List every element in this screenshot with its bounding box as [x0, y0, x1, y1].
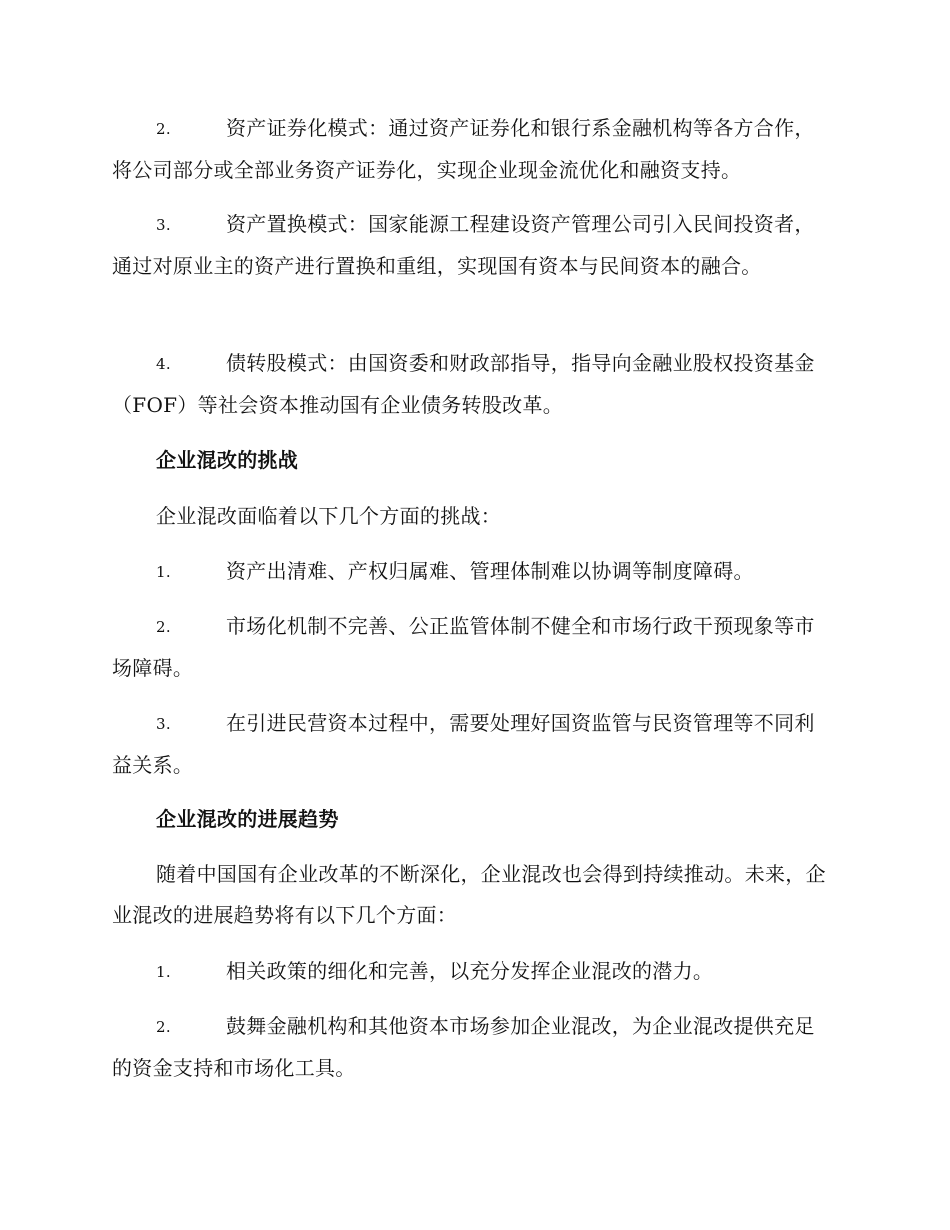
list-number: 3.: [156, 216, 171, 234]
list-number: 1.: [156, 563, 171, 581]
list-text: 市场化机制不完善、公正监管体制不健全和市场行政干预现象等市场障碍。: [112, 614, 815, 680]
list-item: [112, 606, 834, 689]
paragraph: 企业混改面临着以下几个方面的挑战：: [156, 504, 502, 528]
list-text: 鼓舞金融机构和其他资本市场参加企业混改，为企业混改提供充足的资金支持和市场化工具。: [112, 1014, 815, 1080]
list-text: 资产证券化模式：通过资产证券化和银行系金融机构等各方合作，将公司部分或全部业务资产证券化，实现企业现金流优化和融资支持。: [112, 116, 815, 182]
list-number: 1.: [156, 963, 171, 981]
list-item: [112, 108, 834, 191]
list-text: 债转股模式：由国资委和财政部指导，指导向金融业股权投资基金（FOF）等社会资本推动国有企业债务转股改革。: [112, 351, 815, 417]
list-item: [112, 343, 834, 426]
list-item: [112, 204, 834, 287]
list-text: 相关政策的细化和完善，以充分发挥企业混改的潜力。: [226, 959, 714, 983]
list-item: [112, 551, 834, 593]
list-text: 资产置换模式：国家能源工程建设资产管理公司引入民间投资者，通过对原业主的资产进行置换和重组，实现国有资本与民间资本的融合。: [112, 212, 815, 278]
list-item: [112, 1006, 834, 1089]
list-number: 2.: [156, 120, 171, 138]
list-text: 资产出清难、产权归属难、管理体制难以协调等制度障碍。: [226, 559, 754, 583]
list-number: 4.: [156, 355, 171, 373]
section-heading: 企业混改的挑战: [156, 448, 299, 472]
list-item: [112, 703, 834, 786]
list-number: 2.: [156, 618, 171, 636]
list-text: 在引进民营资本过程中，需要处理好国资监管与民资管理等不同利益关系。: [112, 711, 815, 777]
list-number: 3.: [156, 715, 171, 733]
paragraph: 随着中国国有企业改革的不断深化，企业混改也会得到持续推动。未来，企业混改的进展趋势将有以下几个方面：: [112, 862, 826, 927]
list-item: [112, 951, 834, 993]
section-heading: 企业混改的进展趋势: [156, 807, 339, 831]
list-number: 2.: [156, 1018, 171, 1036]
